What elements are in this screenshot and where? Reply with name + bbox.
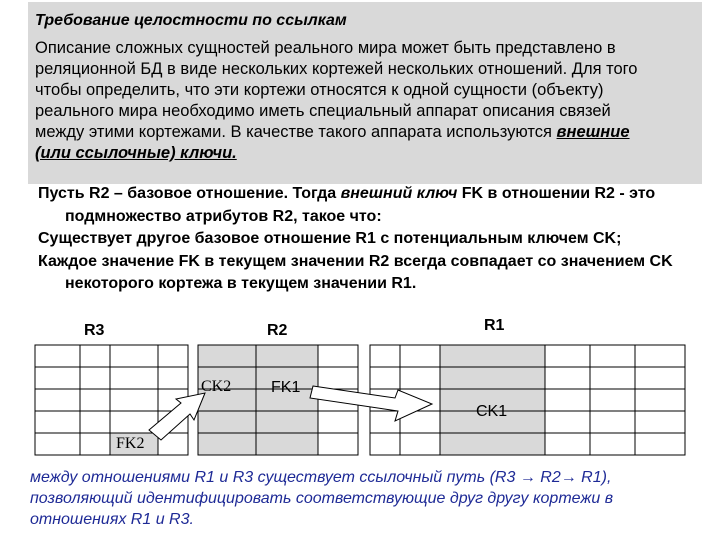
section-title: Требование целостности по ссылкам: [35, 12, 347, 29]
emphasis-term: (или ссылочные) ключи.: [35, 144, 237, 162]
definition-term: внешний ключ: [340, 185, 458, 202]
relation-label-r2: R2: [267, 322, 288, 339]
key-label-fk1: FK1: [271, 379, 301, 396]
definition-text: FK в отношении R2 - это подмножество атрибутов R2, такое что:: [65, 185, 656, 225]
key-label-fk2: FK2: [116, 435, 145, 452]
intro-line: между этими кортежами. В качестве такого аппарата используются: [35, 123, 557, 141]
relation-label-r3: R3: [84, 322, 105, 339]
definition-text: Пусть R2 – базовое отношение. Тогда: [38, 185, 341, 202]
footer-line: между отношениями R1 и R3 существует ссылочный путь (R3 → R2→ R1),: [30, 469, 612, 486]
definition-condition-2: Каждое значение FK в текущем значении R2 всегда совпадает со значением CK некоторого кортежа в текущем значении R1.: [38, 252, 673, 292]
footer-note: [30, 467, 710, 530]
intro-line: чтобы определить, что эти кортежи относятся к одной сущности (объекту): [35, 81, 604, 99]
table-r3: [35, 345, 188, 455]
key-label-ck2: CK2: [201, 378, 232, 395]
footer-line: отношениях R1 и R3.: [30, 511, 194, 528]
emphasis-term: внешние: [556, 123, 630, 141]
relation-label-r1: R1: [484, 317, 505, 334]
footer-line: позволяющий идентифицировать соответствующие друг другу кортежи в: [30, 490, 614, 507]
intro-line: реального мира необходимо иметь специальный аппарат описания связей: [35, 102, 611, 120]
definition-condition-1: Существует другое базовое отношение R1 с потенциальным ключем CK;: [38, 230, 622, 247]
key-label-ck1: CK1: [476, 403, 508, 420]
intro-line: Описание сложных сущностей реального мира может быть представлено в: [35, 39, 616, 57]
intro-line: реляционной БД в виде нескольких кортежей нескольких отношений. Для того: [35, 60, 638, 78]
